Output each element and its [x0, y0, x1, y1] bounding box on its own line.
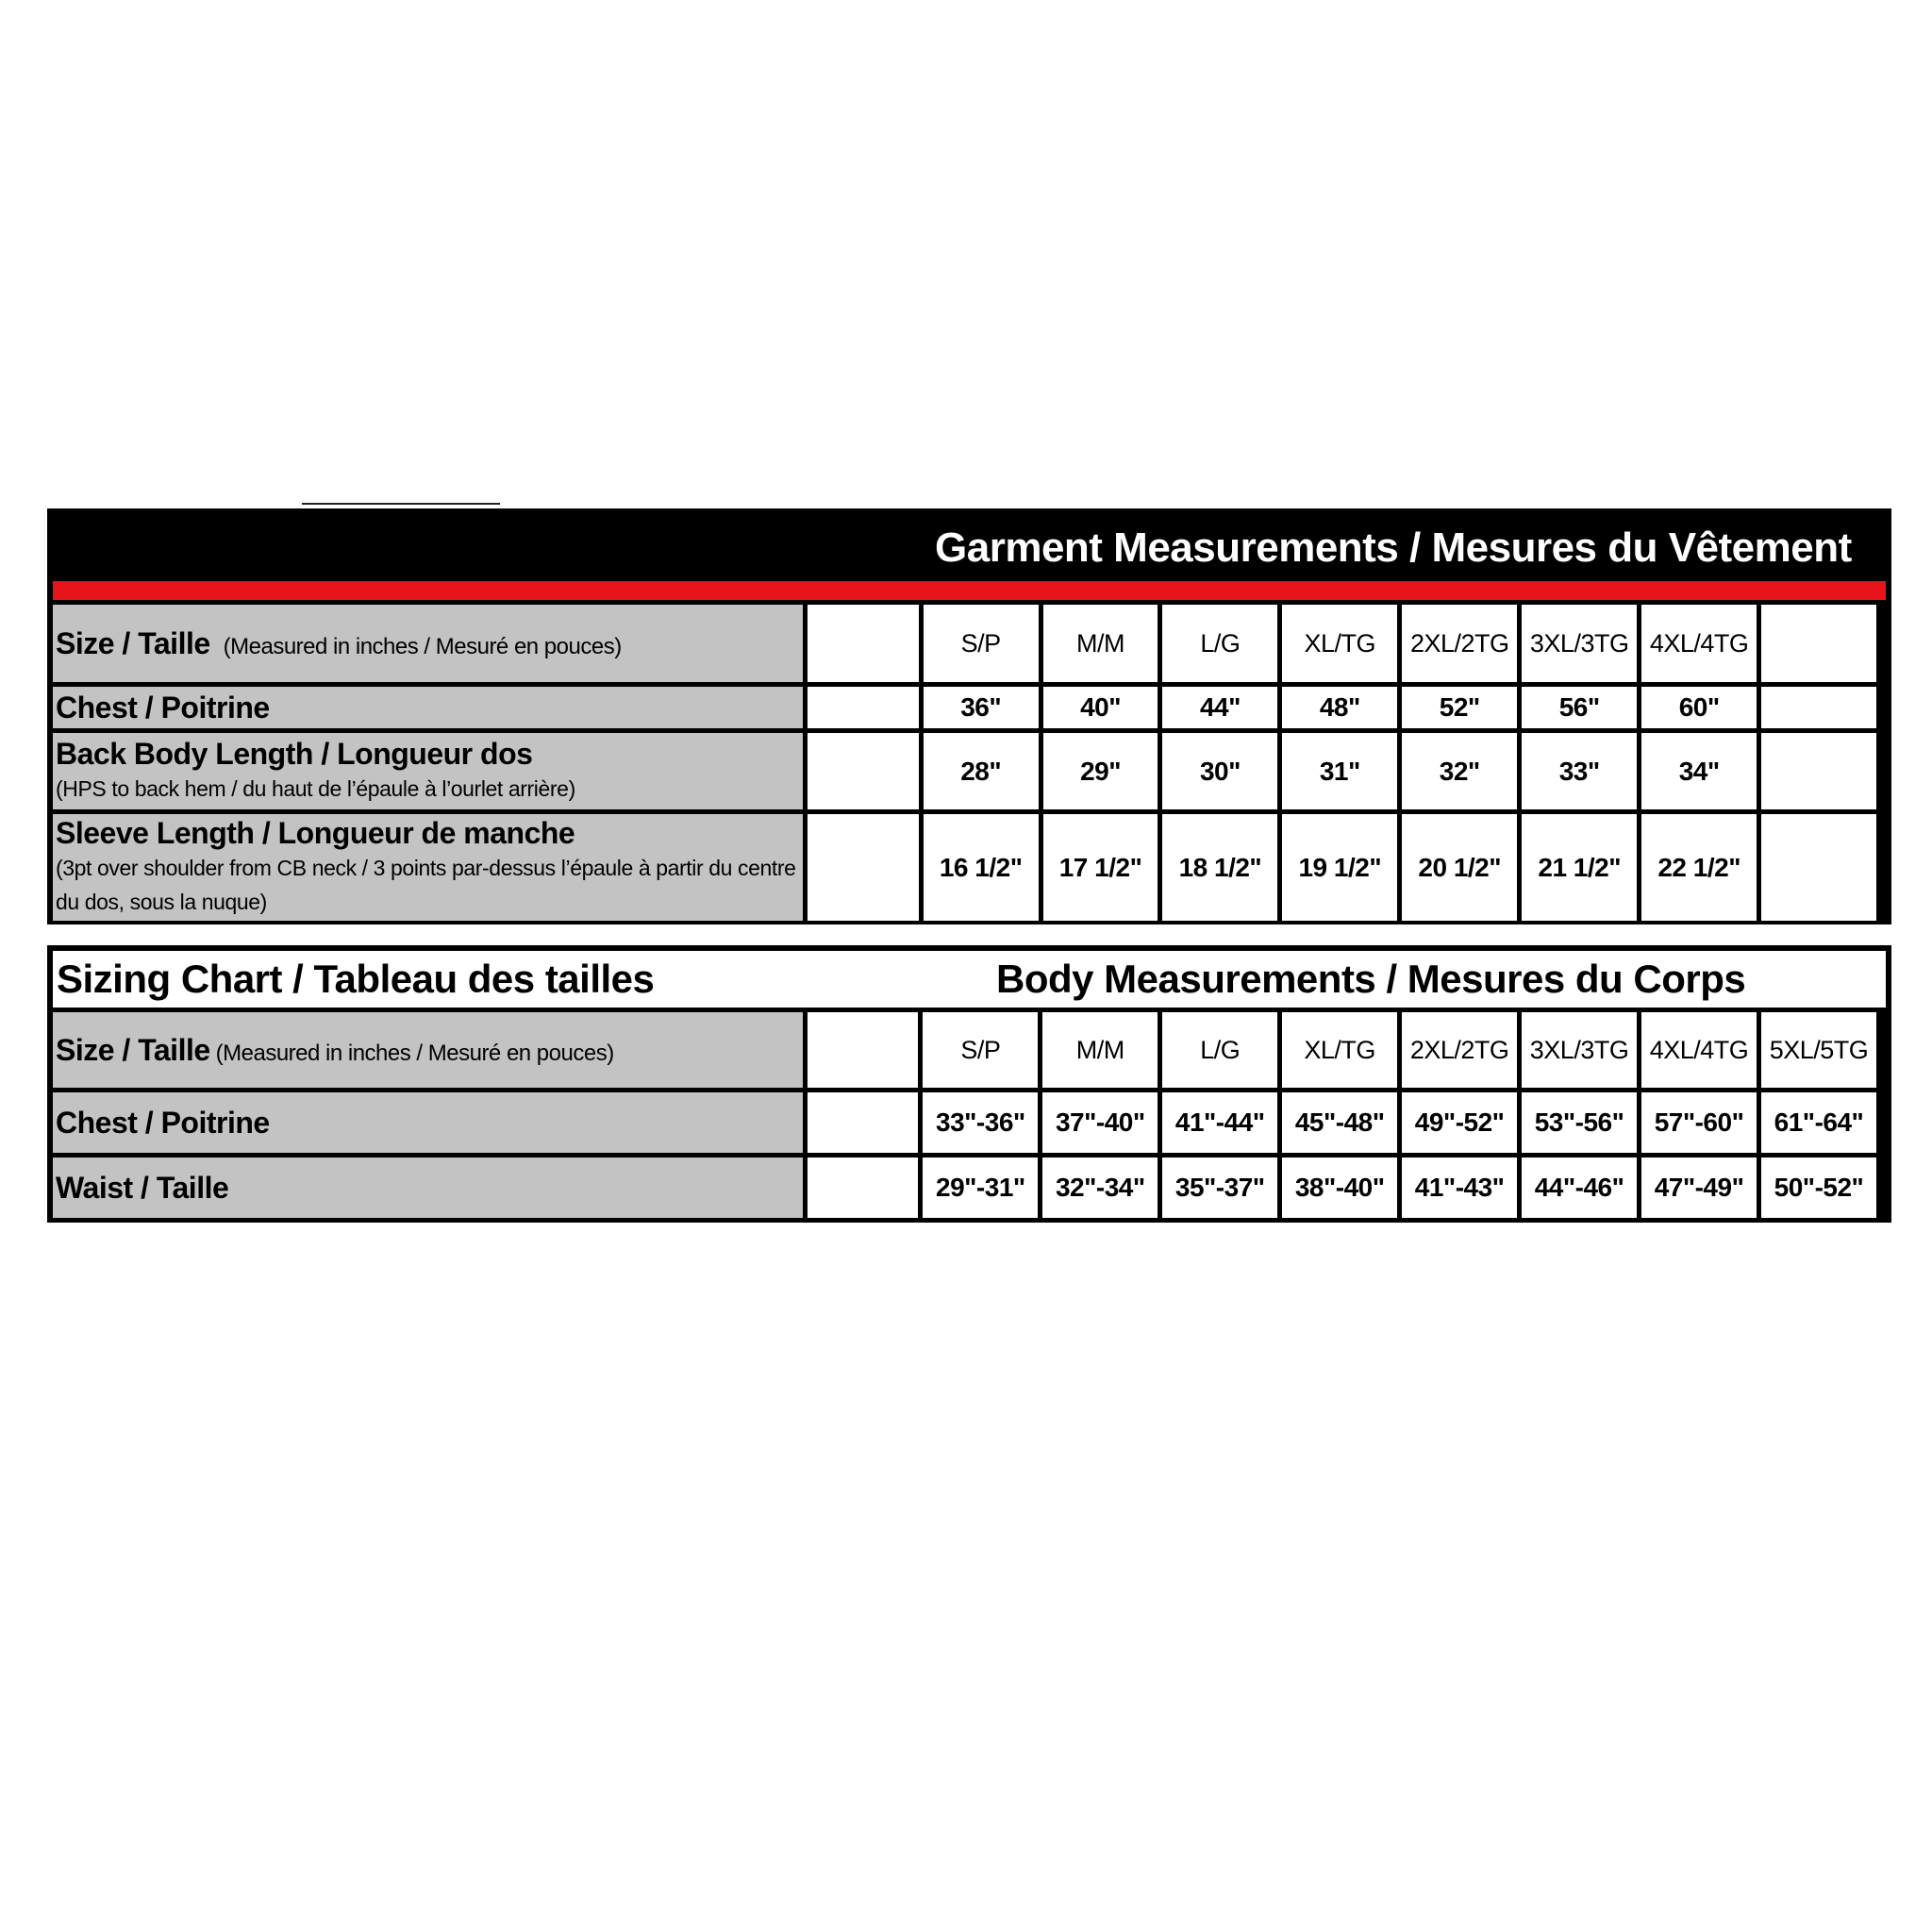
value-cell: 48"	[1282, 687, 1397, 728]
value-cell: 33"-36"	[923, 1092, 1038, 1153]
blank-cell	[808, 814, 919, 921]
value-cell: 17 1/2"	[1043, 814, 1158, 921]
value-cell: 57"-60"	[1641, 1092, 1757, 1153]
size-label: Size / Taille	[56, 625, 210, 660]
row-label: Waist / Taille	[56, 1170, 229, 1205]
blank-cell	[808, 733, 919, 809]
table-row	[53, 814, 1876, 921]
blank-cell	[808, 1092, 919, 1153]
row-label-cell	[53, 814, 803, 921]
value-cell: 29"-31"	[923, 1158, 1038, 1218]
row-sublabel: (3pt over shoulder from CB neck / 3 points par-dessus l’épaule à partir du centre du dos, sous la nuque)	[56, 856, 796, 914]
body-grid	[48, 1008, 1881, 1223]
value-cell: 52"	[1402, 687, 1517, 728]
size-header: 4XL/4TG	[1641, 605, 1757, 682]
value-cell: 34"	[1641, 733, 1757, 809]
row-label: Chest / Poitrine	[56, 690, 270, 724]
value-cell	[1761, 733, 1876, 809]
garment-title: Garment Measurements / Mesures du Vêtement	[53, 514, 1886, 581]
value-cell: 40"	[1043, 687, 1158, 728]
value-cell: 38"-40"	[1282, 1158, 1397, 1218]
value-cell: 30"	[1162, 733, 1277, 809]
value-cell: 56"	[1522, 687, 1637, 728]
value-cell: 53"-56"	[1522, 1092, 1637, 1153]
size-header: XL/TG	[1282, 1012, 1397, 1088]
size-header	[1761, 605, 1876, 682]
value-cell: 16 1/2"	[924, 814, 1039, 921]
size-header: 2XL/2TG	[1402, 1012, 1517, 1088]
size-header: 5XL/5TG	[1761, 1012, 1876, 1088]
sizing-chart-title: Sizing Chart / Tableau des tailles	[57, 957, 655, 1001]
row-label-cell	[53, 687, 803, 728]
size-label-cell	[53, 1012, 803, 1088]
row-label: Back Body Length / Longueur dos	[56, 737, 533, 771]
decorative-line	[302, 503, 500, 505]
value-cell: 31"	[1282, 733, 1397, 809]
table-row	[53, 733, 1876, 809]
size-header: 3XL/3TG	[1522, 605, 1637, 682]
body-table-header	[53, 951, 1886, 1008]
value-cell: 35"-37"	[1162, 1158, 1277, 1218]
value-cell: 41"-44"	[1162, 1092, 1277, 1153]
size-header: 4XL/4TG	[1641, 1012, 1757, 1088]
value-cell: 36"	[924, 687, 1039, 728]
size-header: M/M	[1042, 1012, 1158, 1088]
size-note: (Measured in inches / Mesuré en pouces)	[223, 633, 622, 659]
table-row	[53, 605, 1876, 682]
value-cell: 33"	[1522, 733, 1637, 809]
blank-cell	[808, 687, 919, 728]
size-label-cell	[53, 605, 803, 682]
table-row	[53, 687, 1876, 728]
value-cell	[1761, 814, 1876, 921]
blank-cell	[808, 605, 919, 682]
size-header: S/P	[923, 1012, 1038, 1088]
row-label-cell	[53, 1092, 803, 1153]
value-cell: 61"-64"	[1761, 1092, 1876, 1153]
body-measurements-table	[47, 945, 1891, 1223]
size-note: (Measured in inches / Mesuré en pouces)	[215, 1040, 614, 1066]
value-cell: 49"-52"	[1402, 1092, 1517, 1153]
value-cell	[1761, 687, 1876, 728]
row-label-cell	[53, 1158, 803, 1218]
size-header: S/P	[924, 605, 1039, 682]
value-cell: 32"	[1402, 733, 1517, 809]
table-row	[53, 1158, 1876, 1218]
blank-cell	[808, 1158, 919, 1218]
size-header: XL/TG	[1282, 605, 1397, 682]
table-row	[53, 1012, 1876, 1088]
row-label-cell	[53, 733, 803, 809]
size-label: Size / Taille	[56, 1032, 210, 1067]
size-header: L/G	[1162, 605, 1277, 682]
value-cell: 41"-43"	[1402, 1158, 1517, 1218]
value-cell: 22 1/2"	[1641, 814, 1757, 921]
row-sublabel: (HPS to back hem / du haut de l’épaule à l’ourlet arrière)	[56, 776, 575, 801]
value-cell: 47"-49"	[1641, 1158, 1757, 1218]
table-row	[53, 1092, 1876, 1153]
garment-grid	[48, 600, 1881, 925]
value-cell: 45"-48"	[1282, 1092, 1397, 1153]
garment-measurements-table	[47, 508, 1891, 924]
red-divider	[53, 581, 1886, 600]
row-label: Sleeve Length / Longueur de manche	[56, 816, 575, 850]
value-cell: 19 1/2"	[1282, 814, 1397, 921]
value-cell: 60"	[1641, 687, 1757, 728]
size-header: M/M	[1043, 605, 1158, 682]
size-header: L/G	[1162, 1012, 1277, 1088]
row-label: Chest / Poitrine	[56, 1105, 270, 1140]
value-cell: 21 1/2"	[1522, 814, 1637, 921]
value-cell: 44"-46"	[1522, 1158, 1637, 1218]
size-header: 2XL/2TG	[1402, 605, 1517, 682]
value-cell: 20 1/2"	[1402, 814, 1517, 921]
blank-cell	[808, 1012, 919, 1088]
size-header: 3XL/3TG	[1522, 1012, 1637, 1088]
value-cell: 50"-52"	[1761, 1158, 1876, 1218]
value-cell: 44"	[1162, 687, 1277, 728]
value-cell: 32"-34"	[1042, 1158, 1158, 1218]
body-measurements-title: Body Measurements / Mesures du Corps	[996, 957, 1746, 1001]
value-cell: 28"	[924, 733, 1039, 809]
value-cell: 18 1/2"	[1162, 814, 1277, 921]
value-cell: 37"-40"	[1042, 1092, 1158, 1153]
value-cell: 29"	[1043, 733, 1158, 809]
